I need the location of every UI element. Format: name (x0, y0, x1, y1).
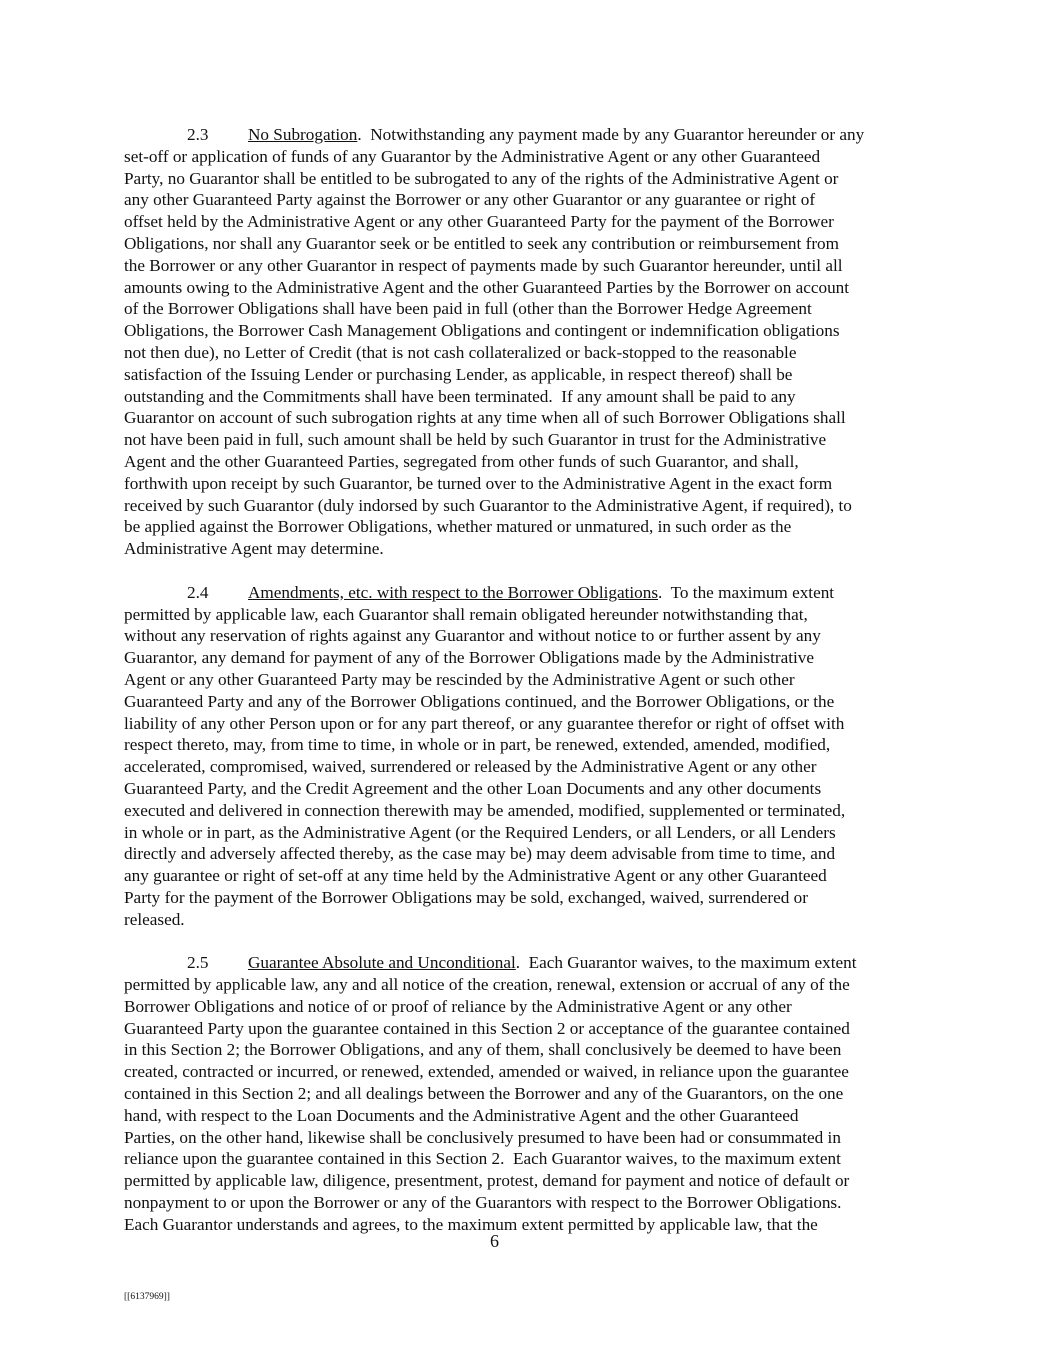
text-line: not then due), no Letter of Credit (that is not cash collateralized or back-stopped to the reasonable (124, 342, 797, 362)
text-line: without any reservation of rights against any Guarantor and without notice to or further assent by any (124, 626, 821, 646)
text-line: in whole or in part, as the Administrative Agent (or the Required Lenders, or all Lenders, or all Lenders (124, 822, 836, 842)
text-line: amounts owing to the Administrative Agent and the other Guaranteed Parties by the Borrower on account (124, 277, 850, 297)
text-line: contained in this Section 2; and all dealings between the Borrower and any of the Guarantors, on the one (124, 1084, 844, 1104)
text-line: of the Borrower Obligations shall have been paid in full (other than the Borrower Hedge Agreement (124, 299, 812, 319)
text-line: directly and adversely affected thereby, as the case may be) may deem advisable from time to time, and (124, 844, 836, 864)
text-line: permitted by applicable law, any and all notice of the creation, renewal, extension or accrual of any of the (124, 975, 850, 995)
text-line: any other Guaranteed Party against the Borrower or any other Guarantor or any guarantee or right of (124, 190, 816, 210)
text-line: created, contracted or incurred, or renewed, extended, amended or waived, in reliance upon the guarantee (124, 1062, 849, 1082)
text-line: Guarantor on account of such subrogation rights at any time when all of such Borrower Obligations shall (124, 408, 846, 428)
text-line: Party for the payment of the Borrower Obligations may be sold, exchanged, waived, surrendered or (124, 887, 808, 907)
line-text: . Notwithstanding any payment made by any Guarantor hereunder or any (357, 125, 865, 144)
text-line: in this Section 2; the Borrower Obligations, and any of them, shall conclusively be deemed to have been (124, 1040, 842, 1060)
text-line: Agent or any other Guaranteed Party may be rescinded by the Administrative Agent or such other (124, 669, 795, 689)
text-line: satisfaction of the Issuing Lender or purchasing Lender, as applicable, in respect thereof) shall be (124, 364, 793, 384)
section-heading: Guarantee Absolute and Unconditional (248, 953, 516, 973)
text-line: received by such Guarantor (duly indorsed by such Guarantor to the Administrative Agent, if required), to (124, 495, 852, 515)
text-line: Obligations, the Borrower Cash Management Obligations and contingent or indemnification obligations (124, 321, 840, 341)
section-number: 2.5 (187, 953, 209, 973)
section-heading: Amendments, etc. with respect to the Borrower Obligations (248, 582, 659, 602)
text-line: hand, with respect to the Loan Documents and the Administrative Agent and the other Guaranteed (124, 1105, 799, 1125)
text-line: permitted by applicable law, diligence, presentment, protest, demand for payment and notice of default or (124, 1171, 850, 1191)
text-line: set-off or application of funds of any Guarantor by the Administrative Agent or any other Guaranteed (124, 146, 821, 166)
text-line: Guaranteed Party and any of the Borrower Obligations continued, and the Borrower Obligations, or the (124, 691, 835, 711)
line-text: . To the maximum extent (658, 582, 835, 602)
text-line: Agent and the other Guaranteed Parties, segregated from other funds of such Guarantor, and shall, (124, 451, 799, 471)
text-line: Guaranteed Party upon the guarantee contained in this Section 2 or acceptance of the guarantee contained (124, 1018, 850, 1038)
text-line: offset held by the Administrative Agent or any other Guaranteed Party for the payment of the Borrower (124, 212, 834, 232)
text-line: any guarantee or right of set-off at any time held by the Administrative Agent or any other Guaranteed (124, 866, 827, 886)
text-line: Parties, on the other hand, likewise shall be conclusively presumed to have been had or consummated in (124, 1127, 841, 1147)
section-2-4 (124, 582, 944, 931)
section-number: 2.3 (187, 125, 209, 144)
text-line: accelerated, compromised, waived, surrendered or released by the Administrative Agent or any other (124, 757, 817, 777)
section-number: 2.4 (187, 582, 209, 602)
text-line: released. (124, 909, 185, 929)
text-line: reliance upon the guarantee contained in this Section 2. Each Guarantor waives, to the maximum extent (124, 1149, 841, 1169)
section-heading: No Subrogation (248, 125, 358, 144)
text-line: respect thereto, may, from time to time, in whole or in part, be renewed, extended, amended, modified, (124, 735, 831, 755)
text-line: Party, no Guarantor shall be entitled to be subrogated to any of the rights of the Administrative Agent or (124, 168, 839, 188)
text-line: forthwith upon receipt by such Guarantor, be turned over to the Administrative Agent in the exact form (124, 473, 833, 493)
document-id-footer: [[6137969]] (124, 1292, 170, 1302)
text-line: be applied against the Borrower Obligations, whether matured or unmatured, in such order as the (124, 517, 792, 537)
page-number: 6 (490, 1231, 499, 1251)
text-line: Obligations, nor shall any Guarantor seek or be entitled to seek any contribution or reimbursement from (124, 233, 840, 253)
text-line: Guaranteed Party, and the Credit Agreement and the other Loan Documents and any other documents (124, 778, 822, 798)
text-line: Borrower Obligations and notice of or proof of reliance by the Administrative Agent or any other (124, 996, 792, 1016)
document-body (124, 124, 944, 1257)
text-line: executed and delivered in connection therewith may be amended, modified, supplemented or terminated, (124, 800, 846, 820)
text-line: outstanding and the Commitments shall have been terminated. If any amount shall be paid to any (124, 386, 796, 406)
section-2-3 (124, 124, 944, 560)
text-line: Guarantor, any demand for payment of any of the Borrower Obligations made by the Administrative (124, 648, 814, 668)
text-line: Each Guarantor understands and agrees, to the maximum extent permitted by applicable law, that the (124, 1214, 818, 1234)
text-line: the Borrower or any other Guarantor in respect of payments made by such Guarantor hereunder, until all (124, 255, 843, 275)
text-line: liability of any other Person upon or for any part thereof, or any guarantee therefor or right of offset with (124, 713, 845, 733)
text-line: Administrative Agent may determine. (124, 539, 384, 559)
text-line: nonpayment to or upon the Borrower or any of the Guarantors with respect to the Borrower Obligations. (124, 1193, 842, 1213)
text-line (124, 952, 944, 974)
line-text: . Each Guarantor waives, to the maximum extent (515, 953, 857, 973)
text-line (124, 124, 944, 146)
text-line (124, 582, 944, 604)
text-line: not have been paid in full, such amount shall be held by such Guarantor in trust for the Administrative (124, 430, 827, 450)
section-2-5 (124, 952, 944, 1235)
text-line: permitted by applicable law, each Guarantor shall remain obligated hereunder notwithstanding that, (124, 604, 808, 624)
